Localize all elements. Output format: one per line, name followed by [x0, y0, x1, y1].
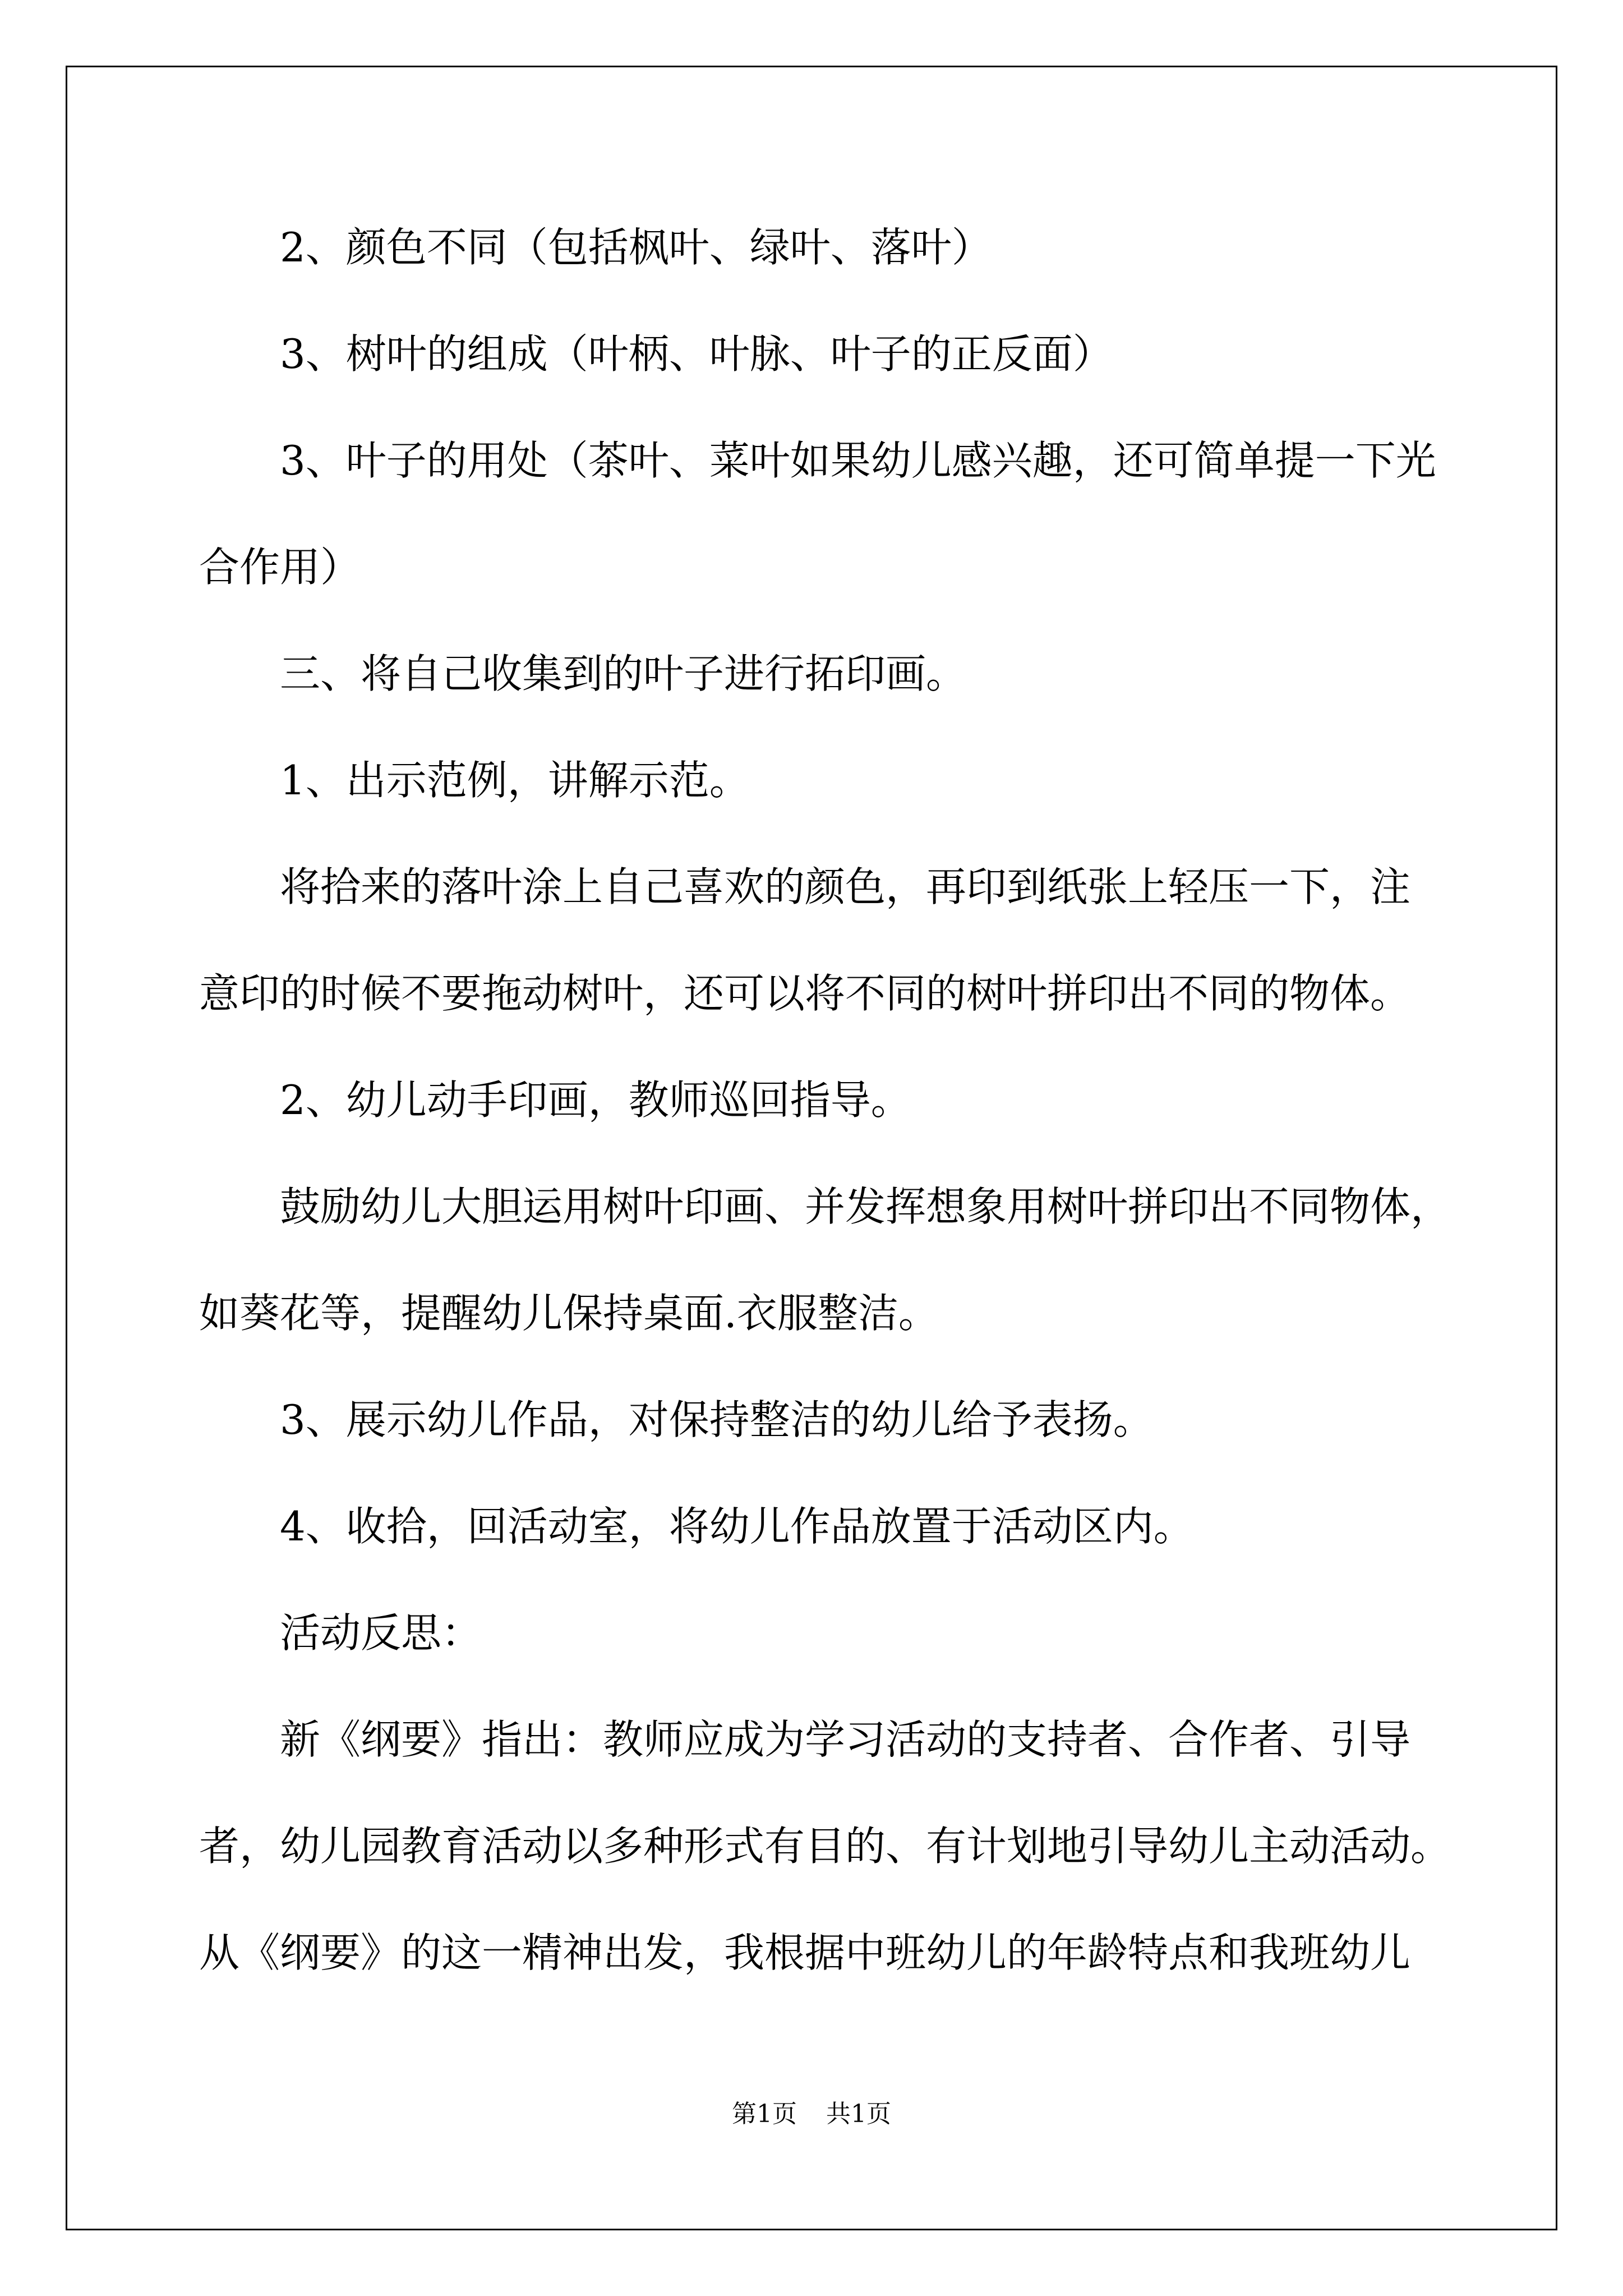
- page-footer: [0, 2093, 1623, 2129]
- paragraph-line: 三、将自己收集到的叶子进行拓印画。: [280, 650, 967, 697]
- paragraph-line: 从《纲要》的这一精神出发，我根据中班幼儿的年龄特点和我班幼儿: [199, 1929, 1411, 1976]
- paragraph-line: 2、颜色不同（包括枫叶、绿叶、落叶）: [280, 224, 992, 271]
- paragraph-line: 新《纲要》指出：教师应成为学习活动的支持者、合作者、引导: [280, 1716, 1411, 1763]
- paragraph-line: 意印的时候不要拖动树叶，还可以将不同的树叶拼印出不同的物体。: [199, 970, 1411, 1017]
- paragraph-line: 者，幼儿园教育活动以多种形式有目的、有计划地引导幼儿主动活动。: [199, 1823, 1451, 1870]
- paragraph-line: 活动反思：: [280, 1609, 482, 1657]
- paragraph-line: 1、出示范例，讲解示范。: [280, 757, 750, 804]
- paragraph-line: 如葵花等，提醒幼儿保持桌面.衣服整洁。: [199, 1290, 939, 1337]
- paragraph-line: 合作用）: [199, 544, 361, 591]
- page-total: 共1页: [826, 2100, 891, 2128]
- paragraph-line: 将拾来的落叶涂上自己喜欢的颜色，再印到纸张上轻压一下，注: [280, 863, 1411, 910]
- paragraph-line: 鼓励幼儿大胆运用树叶印画、并发挥想象用树叶拼印出不同物体，: [280, 1183, 1451, 1230]
- paragraph-line: 3、展示幼儿作品，对保持整洁的幼儿给予表扬。: [280, 1396, 1154, 1443]
- paragraph-line: 3、叶子的用处（茶叶、菜叶如果幼儿感兴趣，还可简单提一下光: [280, 437, 1436, 484]
- paragraph-line: 3、树叶的组成（叶柄、叶脉、叶子的正反面）: [280, 330, 1113, 378]
- paragraph-line: 4、收拾，回活动室，将幼儿作品放置于活动区内。: [280, 1503, 1194, 1550]
- page-number: 第1页: [732, 2100, 797, 2128]
- paragraph-line: 2、幼儿动手印画，教师巡回指导。: [280, 1076, 911, 1124]
- document-body: [199, 222, 1467, 2033]
